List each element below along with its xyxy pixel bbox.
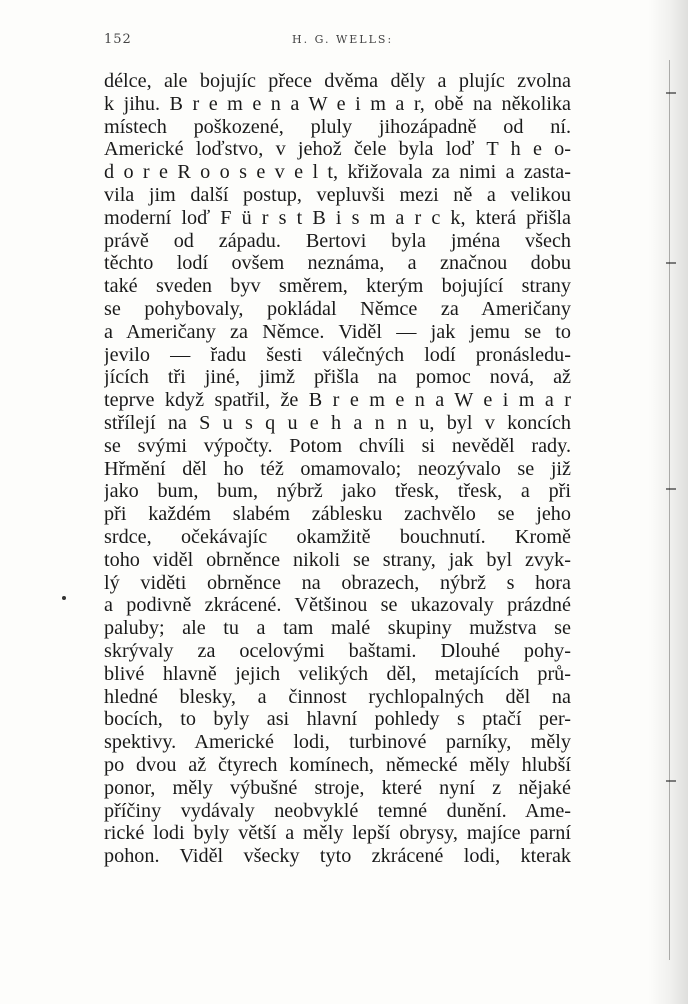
text-line: také sveden byv směrem, kterým bojující strany	[104, 275, 571, 298]
text-line: se pohybovaly, pokládal Němce za Američany	[104, 297, 571, 320]
text-line: po dvou až čtyrech komínech, německé měly hlubší	[104, 753, 571, 776]
text-line: vila jim další postup, vepluvši mezi ně a velikou	[104, 183, 571, 206]
text-line: teprve když spatřil, že B r e m e n a W e i m a r	[104, 389, 571, 412]
text-line: rické lodi byly větší a měly lepší obrysy, majíce parní	[104, 822, 571, 845]
text-line: srdce, očekávajíc okamžitě bouchnutí. Kromě	[104, 525, 571, 548]
margin-speck	[62, 596, 66, 600]
text-line: skrývaly za ocelovými baštami. Dlouhé pohy-	[104, 639, 571, 662]
text-line: lý viděti obrněnce na obrazech, nýbrž s hora	[104, 571, 571, 594]
page-edge-line	[669, 60, 670, 960]
text-line: toho viděl obrněnce nikoli se strany, jak byl zvyk-	[104, 548, 571, 571]
text-line: a Američany za Němce. Viděl — jak jemu se to	[104, 320, 571, 343]
edge-mark	[666, 262, 676, 264]
text-line: se svými výpočty. Potom chvíli si nevěděl rady.	[104, 434, 571, 457]
text-line: právě od západu. Bertovi byla jména všech	[104, 229, 571, 252]
page-number: 152	[104, 32, 132, 47]
text-line: Hřmění děl ho též omamovalo; neozývalo se již	[104, 457, 571, 480]
text-line: moderní loď F ü r s t B i s m a r c k, která přišla	[104, 206, 571, 229]
text-line: Americké loďstvo, v jehož čele byla loď T h e o-	[104, 138, 571, 161]
text-line: hledné blesky, a činnost rychlopalných děl na	[104, 685, 571, 708]
text-line: ponor, měly výbušné stroje, které nyní z nějaké	[104, 776, 571, 799]
edge-mark	[666, 92, 676, 94]
running-head	[104, 32, 584, 52]
edge-mark	[666, 780, 676, 782]
running-title: H. G. WELLS:	[292, 33, 394, 46]
text-line: střílejí na S u s q u e h a n n u, byl v koncích	[104, 411, 571, 434]
page-edge-shadow	[648, 0, 688, 1004]
text-line: při každém slabém záblesku zachvělo se jeho	[104, 503, 571, 526]
text-line: pohon. Viděl všecky tyto zkrácené lodi, kterak	[104, 845, 571, 868]
text-line: blivé hlavně jejich velikých děl, metajících prů-	[104, 662, 571, 685]
text-line: d o r e R o o s e v e l t, křižovala za nimi a zasta-	[104, 161, 571, 184]
text-line: příčiny vydávaly neobvyklé temné dunění. Ame-	[104, 799, 571, 822]
text-line: místech poškozené, pluly jihozápadně od ní.	[104, 115, 571, 138]
body-text	[104, 70, 571, 868]
text-line: délce, ale bojujíc přece dvěma děly a plujíc zvolna	[104, 70, 571, 92]
text-line: těchto lodí ovšem neznáma, a značnou dobu	[104, 252, 571, 275]
text-line: k jihu. B r e m e n a W e i m a r, obě na několika	[104, 92, 571, 115]
text-line: bocích, to byly asi hlavní pohledy s ptačí per-	[104, 708, 571, 731]
text-line: jevilo — řadu šesti válečných lodí pronásledu-	[104, 343, 571, 366]
edge-mark	[666, 488, 676, 490]
text-line: paluby; ale tu a tam malé skupiny mužstva se	[104, 617, 571, 640]
text-line: jako bum, bum, nýbrž jako třesk, třesk, a při	[104, 480, 571, 503]
text-line: spektivy. Americké lodi, turbinové parníky, měly	[104, 731, 571, 754]
text-line: a podivně zkrácené. Většinou se ukazovaly prázdné	[104, 594, 571, 617]
text-line: jících tři jiné, jimž přišla na pomoc nová, až	[104, 366, 571, 389]
